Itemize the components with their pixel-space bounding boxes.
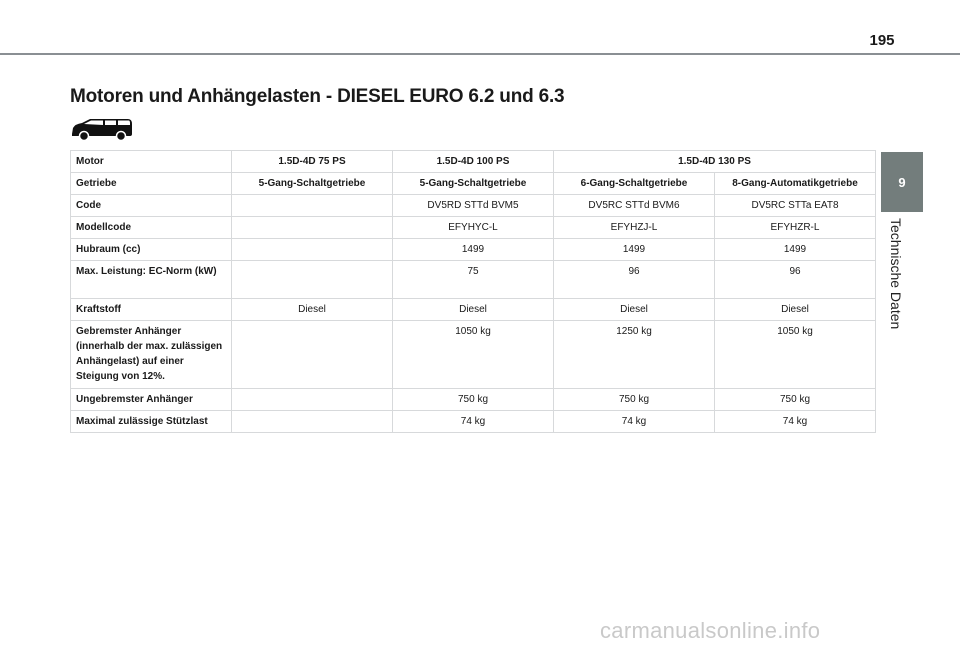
table-row: [71, 411, 876, 433]
table-row: [71, 195, 876, 217]
table-header-cell: 1.5D-4D 100 PS: [393, 151, 554, 173]
table-cell: 96: [715, 261, 876, 299]
row-label: Gebremster Anhänger (innerhalb der max. zulässigen Anhängelast) auf einer Steigung von 12%.: [71, 321, 232, 389]
top-rule: [0, 53, 960, 55]
table-cell: DV5RC STTd BVM6: [554, 195, 715, 217]
van-icon: [70, 117, 134, 141]
table-header-cell: 1.5D-4D 75 PS: [232, 151, 393, 173]
table-row: [71, 299, 876, 321]
table-cell: DV5RC STTa EAT8: [715, 195, 876, 217]
row-label: Getriebe: [71, 173, 232, 195]
table-cell: 1499: [554, 239, 715, 261]
table-header-cell: 1.5D-4D 130 PS: [554, 151, 876, 173]
table-cell: 1050 kg: [715, 321, 876, 389]
chapter-label: Technische Daten: [888, 218, 904, 330]
table-cell: 96: [554, 261, 715, 299]
table-cell: Diesel: [232, 299, 393, 321]
table-cell: 74 kg: [393, 411, 554, 433]
table-header-row: [71, 151, 876, 173]
table-row: [71, 173, 876, 195]
table-cell: 1250 kg: [554, 321, 715, 389]
table-cell: [232, 389, 393, 411]
table-cell: EFYHYC-L: [393, 217, 554, 239]
table-cell: 1050 kg: [393, 321, 554, 389]
table-cell: 6-Gang-Schaltgetriebe: [554, 173, 715, 195]
page-number: 195: [869, 32, 895, 49]
watermark: carmanualsonline.info: [600, 618, 821, 643]
table-cell: [232, 261, 393, 299]
table-cell: Diesel: [715, 299, 876, 321]
row-label: Maximal zulässige Stützlast: [71, 411, 232, 433]
row-label: Max. Leistung: EC-Norm (kW): [71, 261, 232, 299]
table-cell: 1499: [393, 239, 554, 261]
row-label: Hubraum (cc): [71, 239, 232, 261]
row-label: Code: [71, 195, 232, 217]
table-cell: [232, 321, 393, 389]
table-cell: 74 kg: [715, 411, 876, 433]
chapter-tab[interactable]: 9: [881, 152, 923, 212]
table-cell: 750 kg: [393, 389, 554, 411]
engine-spec-table: [70, 150, 876, 433]
table-row: [71, 217, 876, 239]
row-label: Ungebremster Anhänger: [71, 389, 232, 411]
row-label: Kraftstoff: [71, 299, 232, 321]
table-cell: [232, 195, 393, 217]
table-row: [71, 389, 876, 411]
table-cell: 5-Gang-Schaltgetriebe: [232, 173, 393, 195]
table-cell: [232, 239, 393, 261]
table-cell: DV5RD STTd BVM5: [393, 195, 554, 217]
table-cell: 750 kg: [554, 389, 715, 411]
table-row: [71, 261, 876, 299]
table-cell: [232, 217, 393, 239]
table-cell: [232, 411, 393, 433]
table-row: [71, 321, 876, 389]
page-title: Motoren und Anhängelasten - DIESEL EURO 6.2 und 6.3: [70, 86, 565, 107]
table-cell: EFYHZJ-L: [554, 217, 715, 239]
table-cell: 8-Gang-Automatikgetriebe: [715, 173, 876, 195]
table-cell: EFYHZR-L: [715, 217, 876, 239]
row-label: Modellcode: [71, 217, 232, 239]
table-cell: Diesel: [554, 299, 715, 321]
table-cell: Diesel: [393, 299, 554, 321]
table-cell: 1499: [715, 239, 876, 261]
table-row: [71, 239, 876, 261]
table-cell: 750 kg: [715, 389, 876, 411]
table-header-cell: Motor: [71, 151, 232, 173]
table-cell: 74 kg: [554, 411, 715, 433]
table-cell: 5-Gang-Schaltgetriebe: [393, 173, 554, 195]
table-cell: 75: [393, 261, 554, 299]
